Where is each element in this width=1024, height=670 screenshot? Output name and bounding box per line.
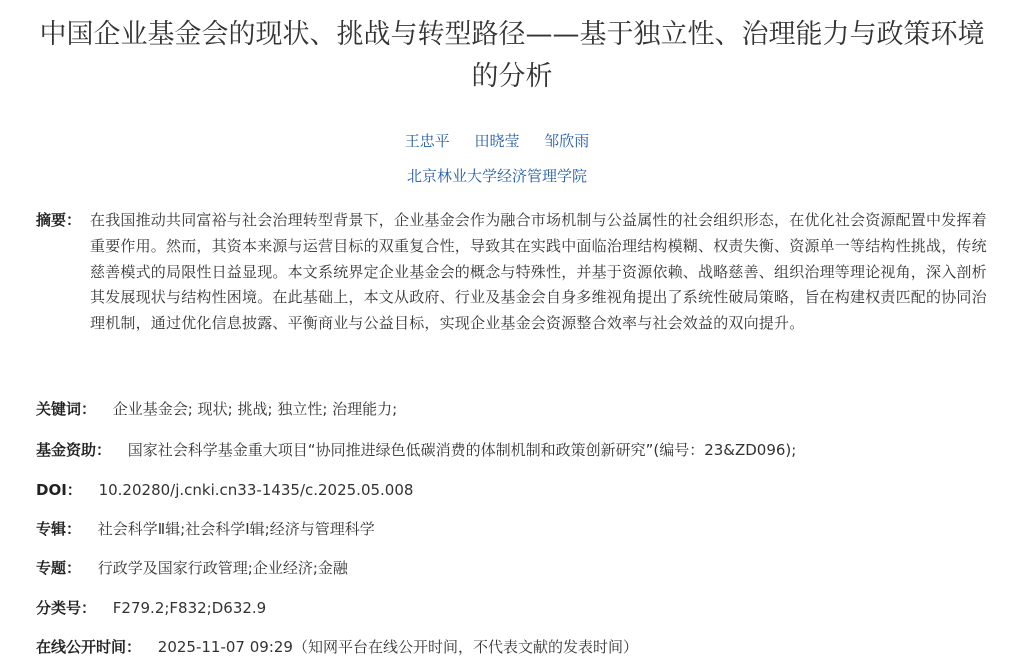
article-title: 中国企业基金会的现状、挑战与转型路径——基于独立性、治理能力与政策环境的分析 — [39, 19, 985, 92]
keywords-label: 关键词： — [36, 400, 97, 418]
keyword-link[interactable]: 挑战; — [237, 400, 273, 418]
author-link[interactable]: 田晓莹 — [474, 132, 520, 150]
abstract-label: 摘要： — [36, 211, 82, 229]
author-link[interactable]: 王忠平 — [404, 132, 450, 150]
series-label: 专辑： — [36, 520, 82, 538]
series-value: 社会科学Ⅱ辑;社会科学Ⅰ辑;经济与管理科学 — [97, 520, 375, 538]
keywords-list — [113, 400, 397, 418]
class-label: 分类号： — [36, 599, 97, 617]
affiliation-link[interactable]: 北京林业大学经济管理学院 — [406, 167, 587, 185]
topic-label: 专题： — [36, 559, 82, 577]
class-value: F279.2;F832;D632.9 — [112, 599, 267, 617]
topic-value: 行政学及国家行政管理;企业经济;金融 — [97, 559, 348, 577]
fund-label: 基金资助： — [36, 441, 112, 459]
class-row — [36, 597, 998, 619]
abstract-text: 在我国推动共同富裕与社会治理转型背景下，企业基金会作为融合市场机制与公益属性的社会组织形态，在优化社会资源配置中发挥着重要作用。然而，其资本来源与运营目标的双重复合性，导致其在实践中面临治理结构模糊、权责失衡、资源单一等结构性挑战，传统慈善模式的局限性日益显现。本文系统界定企业基金会的概念与特殊性，并基于资源依赖、战略慈善、组织治理等理论视角，深入剖析其发展现状与结构性困境。在此基础上，本文从政府、行业及基金会自身多维视角提出了系统性破局策略，旨在构建权责匹配的协同治理机制，通过优化信息披露、平衡商业与公益目标，实现企业基金会资源整合效率与社会效益的双向提升。 — [90, 211, 987, 333]
series-row — [36, 518, 998, 540]
doi-row — [36, 479, 998, 501]
fund-row — [36, 439, 998, 461]
keywords-row — [36, 398, 998, 420]
keyword-link[interactable]: 治理能力; — [332, 400, 398, 418]
affiliation — [0, 165, 994, 187]
keyword-link[interactable]: 独立性; — [277, 400, 328, 418]
online-time-row — [36, 636, 998, 658]
doi-label: DOI： — [36, 481, 82, 499]
abstract-section — [36, 208, 998, 337]
author-link[interactable]: 邹欣雨 — [544, 132, 590, 150]
doi-value: 10.20280/j.cnki.cn33-1435/c.2025.05.008 — [98, 481, 414, 499]
keyword-link[interactable]: 企业基金会; — [112, 400, 193, 418]
keyword-link[interactable]: 现状; — [197, 400, 233, 418]
online-time-label: 在线公开时间： — [36, 638, 142, 656]
fund-link[interactable]: 国家社会科学基金重大项目“协同推进绿色低碳消费的体制机制和政策创新研究”(编号：23&ZD096); — [127, 441, 797, 459]
author-list — [0, 130, 994, 152]
topic-row — [36, 557, 998, 579]
online-time-value: 2025-11-07 09:29（知网平台在线公开时间，不代表文献的发表时间） — [157, 638, 638, 656]
